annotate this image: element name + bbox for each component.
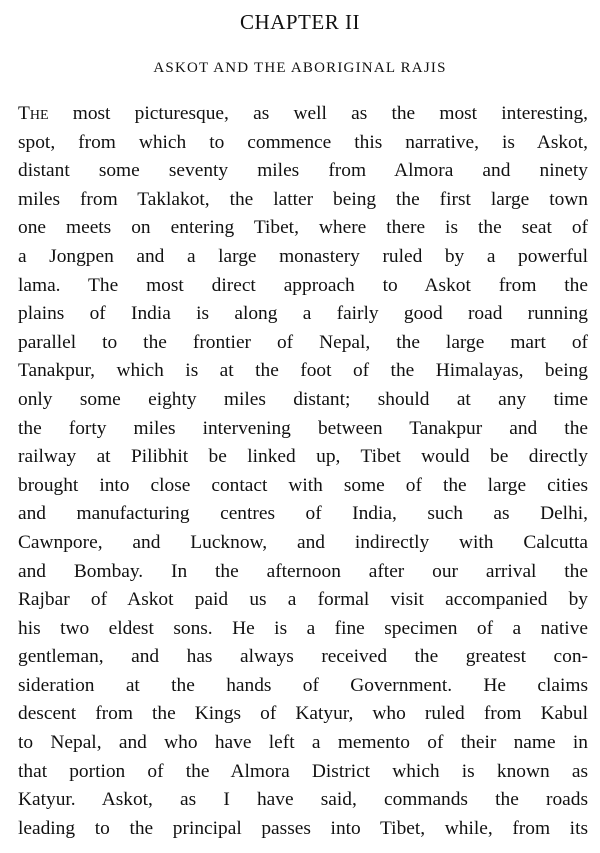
text-line: spot, from which to commence this narrative, is Askot, [18, 131, 588, 153]
text-line: railway at Pilibhit be linked up, Tibet would be directly [18, 446, 588, 468]
text-line: only some eighty miles distant; should at any time [18, 388, 588, 410]
text-line: Cawnpore, and Lucknow, and indirectly with Calcutta [18, 531, 588, 553]
text-line: gentleman, and has always received the greatest con- [18, 646, 588, 668]
chapter-title: ASKOT AND THE ABORIGINAL RAJIS [153, 60, 447, 76]
text-line: that portion of the Almora District which is known as [18, 760, 588, 782]
text-line: sideration at the hands of Government. He claims [18, 674, 588, 696]
text-line: brought into close contact with some of the large cities [18, 474, 588, 496]
text-line: Tanakpur, which is at the foot of the Himalayas, being [18, 360, 588, 382]
text-line: the forty miles intervening between Tanakpur and the [18, 417, 588, 439]
drop-word: The [18, 103, 49, 124]
text-line [18, 100, 588, 129]
text-line-content: most picturesque, as well as the most interesting, [48, 103, 588, 124]
text-line: and manufacturing centres of India, such as Delhi, [18, 503, 588, 525]
text-line: Katyur. Askot, as I have said, commands the roads [18, 789, 588, 811]
text-line: plains of India is along a fairly good road running [18, 303, 588, 325]
body-paragraph [18, 100, 588, 843]
text-line: parallel to the frontier of Nepal, the large mart of [18, 331, 588, 353]
text-line: and Bombay. In the afternoon after our arrival the [18, 560, 588, 582]
text-line: a Jongpen and a large monastery ruled by a powerful [18, 245, 588, 267]
text-line: lama. The most direct approach to Askot from the [18, 274, 588, 296]
chapter-number: CHAPTER II [240, 10, 360, 34]
text-line: one meets on entering Tibet, where there is the seat of [18, 217, 588, 239]
text-line: Rajbar of Askot paid us a formal visit accompanied by [18, 589, 588, 611]
text-line: to Nepal, and who have left a memento of their name in [18, 732, 588, 754]
text-line: distant some seventy miles from Almora and ninety [18, 160, 588, 182]
text-line: his two eldest sons. He is a fine specimen of a native [18, 617, 588, 639]
text-line: miles from Taklakot, the latter being the first large town [18, 188, 588, 210]
text-line: descent from the Kings of Katyur, who ruled from Kabul [18, 703, 588, 725]
text-line: leading to the principal passes into Tibet, while, from its [18, 817, 588, 839]
